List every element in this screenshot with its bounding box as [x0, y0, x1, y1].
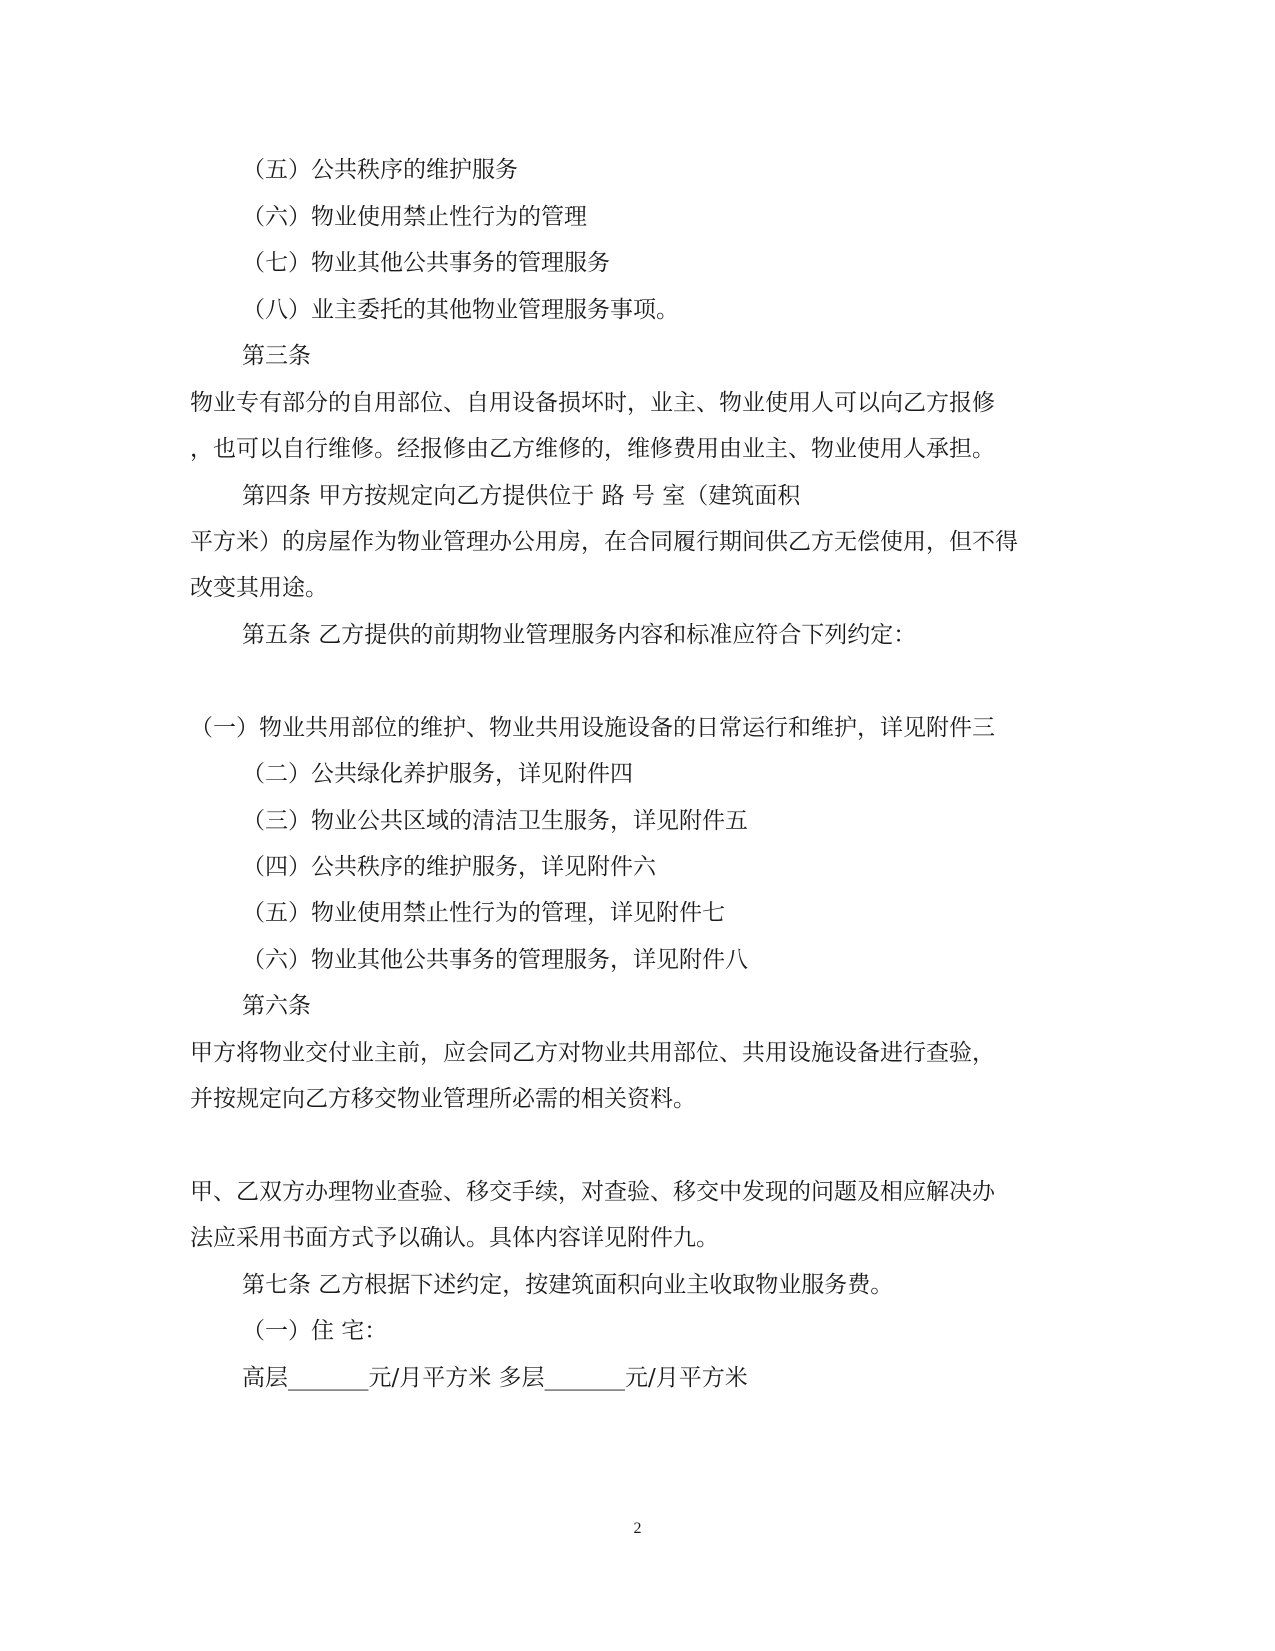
text-line: 法应采用书面方式予以确认。具体内容详见附件九。 — [190, 1225, 719, 1251]
text-line: （三）物业公共区域的清洁卫生服务，详见附件五 — [242, 808, 748, 834]
page-number: 2 — [633, 1520, 642, 1537]
text-line: （五）公共秩序的维护服务 — [242, 157, 518, 183]
article-heading: 第三条 — [242, 343, 311, 369]
text-line: （一）物业共用部位的维护、物业共用设施设备的日常运行和维护，详见附件三 — [190, 715, 995, 741]
text-line: 甲、乙双方办理物业查验、移交手续，对查验、移交中发现的问题及相应解决办 — [190, 1179, 995, 1205]
article-heading: 第六条 — [242, 993, 311, 1019]
text-line: （一）住 宅： — [242, 1318, 388, 1344]
text-line: （五）物业使用禁止性行为的管理，详见附件七 — [242, 900, 725, 926]
text-line: （二）公共绿化养护服务，详见附件四 — [242, 761, 633, 787]
text-line: （六）物业其他公共事务的管理服务，详见附件八 — [242, 947, 748, 973]
text-line: 物业专有部分的自用部位、自用设备损坏时，业主、物业使用人可以向乙方报修 — [190, 390, 995, 416]
text-line: 第五条 乙方提供的前期物业管理服务内容和标准应符合下列约定： — [242, 622, 917, 648]
text-line: （四）公共秩序的维护服务，详见附件六 — [242, 854, 656, 880]
text-line: 改变其用途。 — [190, 575, 328, 601]
text-line: （八）业主委托的其他物业管理服务事项。 — [242, 297, 679, 323]
text-line: ，也可以自行维修。经报修由乙方维修的，维修费用由业主、物业使用人承担。 — [190, 436, 995, 462]
text-line: 平方米）的房屋作为物业管理办公用房，在合同履行期间供乙方无偿使用，但不得 — [190, 529, 1018, 555]
text-line: 第四条 甲方按规定向乙方提供位于 路 号 室（建筑面积 — [242, 483, 801, 509]
text-line: （七）物业其他公共事务的管理服务 — [242, 250, 610, 276]
text-line: 第七条 乙方根据下述约定，按建筑面积向业主收取物业服务费。 — [242, 1272, 894, 1298]
text-line: 并按规定向乙方移交物业管理所必需的相关资料。 — [190, 1086, 696, 1112]
text-line: （六）物业使用禁止性行为的管理 — [242, 204, 587, 230]
text-line: 高层_______元/月平方米 多层_______元/月平方米 — [242, 1365, 748, 1391]
text-line: 甲方将物业交付业主前，应会同乙方对物业共用部位、共用设施设备进行查验， — [190, 1040, 995, 1066]
